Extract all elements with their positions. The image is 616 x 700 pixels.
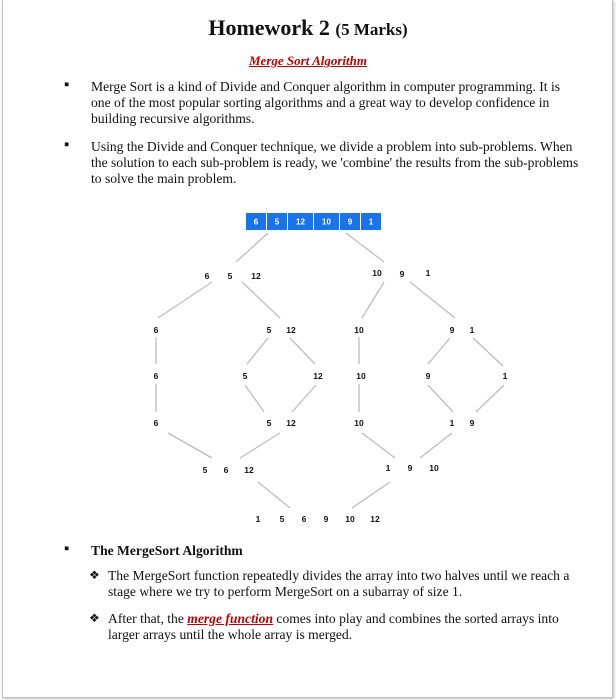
bullet-2-text: Using the Divide and Conquer technique, we divide a problem into sub-problems. When the solution to each sub-problem is ready, we 'combine' the results from the sub-problems to solve the main problem. — [91, 139, 579, 187]
l2-left-b-1: 12 — [286, 325, 296, 335]
l1-left-1: 5 — [227, 271, 233, 281]
line-merge-left-final — [258, 482, 290, 508]
l1-left-2: 12 — [251, 271, 261, 281]
array-value-3: 10 — [322, 217, 331, 227]
title-marks: (5 Marks) — [335, 20, 408, 39]
l3-5: 1 — [502, 371, 508, 381]
l2-right-b-0: 9 — [449, 325, 455, 335]
line-5-merge — [245, 385, 264, 412]
l2-right-b-1: 1 — [469, 325, 475, 335]
merge-function-link[interactable]: merge function — [187, 611, 273, 626]
title-main: Homework 2 — [208, 15, 330, 40]
final-4: 10 — [345, 514, 355, 524]
m2-right-0: 1 — [385, 463, 391, 473]
final-5: 12 — [370, 514, 380, 524]
final-3: 9 — [323, 514, 329, 524]
line-right-b — [410, 282, 455, 318]
line-19-to-merge2 — [420, 433, 452, 458]
point-2-marker: ❖ — [89, 611, 100, 625]
m2-left-1: 6 — [223, 465, 229, 475]
section-bullet-marker: ▪ — [64, 541, 70, 557]
section-heading: The MergeSort Algorithm — [91, 543, 243, 558]
line-right-a — [362, 282, 384, 318]
l3-0: 6 — [153, 371, 159, 381]
l1-left-0: 6 — [204, 271, 210, 281]
m2-left-2: 12 — [244, 465, 254, 475]
line-left-b — [242, 282, 280, 318]
bullet-2-marker: ▪ — [64, 137, 70, 153]
line-512-to-merge2 — [240, 433, 280, 458]
bullet-1-text: Merge Sort is a kind of Divide and Conquer algorithm in computer programming. It is one of the most popular sorting algorithms and a great way to develop confidence in building recursive algorithms. — [91, 79, 561, 127]
l2-right-a: 10 — [354, 325, 364, 335]
final-0: 1 — [255, 514, 261, 524]
array-value-1: 5 — [274, 217, 280, 227]
point-2-before: After that, the — [108, 611, 184, 626]
page-subtitle: Merge Sort Algorithm — [249, 53, 367, 68]
point-2-after: comes into play and combines the sorted arrays into larger arrays until the whole array is merged. — [108, 611, 559, 643]
point-1-text: The MergeSort function repeatedly divides the array into two halves until we reach a stage where we try to perform MergeSort on a subarray of size 1. — [108, 568, 570, 600]
split-line-left — [236, 233, 268, 262]
array-boxes — [246, 213, 381, 230]
m1-left-b-0: 5 — [266, 418, 272, 428]
l1-right-1: 9 — [399, 269, 405, 279]
bullet-1-marker: ▪ — [64, 77, 70, 93]
l2-left-a: 6 — [153, 325, 159, 335]
array-value-5: 1 — [368, 217, 374, 227]
point-2-text — [108, 611, 586, 643]
line-12-down — [290, 338, 315, 364]
final-1: 5 — [279, 514, 285, 524]
l3-3: 10 — [356, 371, 366, 381]
m1-right-b-0: 1 — [449, 418, 455, 428]
array-value-4: 9 — [347, 217, 353, 227]
l3-1: 5 — [242, 371, 248, 381]
line-9-down — [428, 338, 450, 364]
final-2: 6 — [301, 514, 307, 524]
l3-2: 12 — [313, 371, 323, 381]
l2-left-b-0: 5 — [266, 325, 272, 335]
line-1-down — [473, 338, 503, 366]
l3-4: 9 — [425, 371, 431, 381]
m2-right-1: 9 — [407, 463, 413, 473]
m1-right-a: 10 — [354, 418, 364, 428]
m1-left-a: 6 — [153, 418, 159, 428]
line-12-merge — [292, 385, 316, 412]
line-10-to-merge2 — [362, 433, 395, 458]
line-6-to-merge2 — [168, 433, 212, 458]
array-value-2: 12 — [296, 217, 305, 227]
m1-right-b-1: 9 — [469, 418, 475, 428]
line-5-down — [247, 338, 268, 364]
line-left-a — [158, 282, 212, 318]
line-merge-right-final — [352, 482, 390, 508]
m2-left-0: 5 — [202, 465, 208, 475]
l1-right-2: 1 — [425, 268, 431, 278]
m2-right-2: 10 — [429, 463, 439, 473]
l1-right-0: 10 — [372, 268, 382, 278]
line-1-merge — [476, 385, 504, 412]
m1-left-b-1: 12 — [286, 418, 296, 428]
split-line-right — [346, 233, 384, 262]
line-9-merge — [428, 385, 453, 412]
point-1-marker: ❖ — [89, 568, 100, 582]
array-value-0: 6 — [253, 217, 259, 227]
